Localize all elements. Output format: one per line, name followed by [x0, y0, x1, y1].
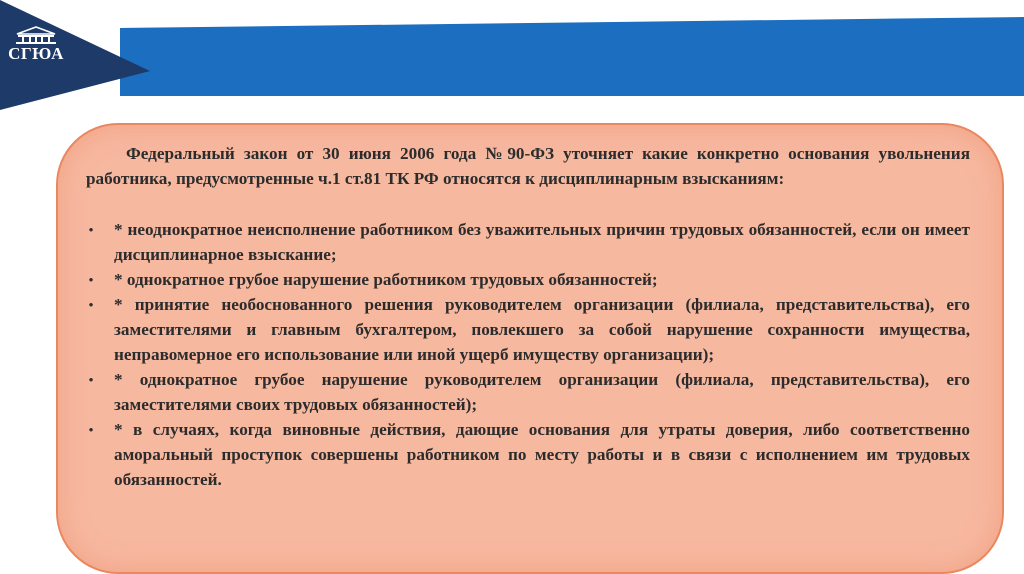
bullet-icon: • — [88, 272, 94, 287]
intro-paragraph: Федеральный закон от 30 июня 2006 года №90-ФЗ уточняет какие конкретно основания увольнения работника, предусмотренные ч.1 ст.81 ТК РФ относятся к дисциплинарным взысканиям: — [86, 144, 970, 188]
bullet-icon: • — [88, 297, 94, 312]
logo — [6, 26, 66, 72]
bullet-list — [86, 217, 970, 492]
bullet-icon: • — [88, 222, 94, 237]
list-item — [86, 292, 970, 367]
header-band — [0, 0, 1024, 110]
logo-text: СГЮА — [8, 44, 64, 63]
bullet-icon: • — [88, 372, 94, 387]
list-item-text: * однократное грубое нарушение работником трудовых обязанностей; — [114, 270, 658, 289]
list-item-text: * однократное грубое нарушение руководителем организации (филиала, представительства), его заместителями своих трудовых обязанностей); — [114, 370, 970, 414]
list-item — [86, 267, 970, 292]
bullet-icon: • — [88, 422, 94, 437]
content-text — [86, 141, 970, 492]
list-item — [86, 367, 970, 417]
list-item — [86, 417, 970, 492]
list-item-text: * неоднократное неисполнение работником без уважительных причин трудовых обязанностей, если он имеет дисциплинарное взыскание; — [114, 220, 970, 264]
list-item-text: * принятие необоснованного решения руководителем организации (филиала, представительства), его заместителями и главным бухгалтером, повлекшего за собой нарушение сохранности имущества, неправомерное его использование или иной ущерб имуществу организации); — [114, 295, 970, 364]
list-item-text: * в случаях, когда виновные действия, дающие основания для утраты доверия, либо соответственно аморальный проступок совершены работником по месту работы и в связи с исполнением им трудовых обязанностей. — [114, 420, 970, 489]
building-icon — [13, 26, 59, 44]
header-blue-stripe — [120, 17, 1024, 96]
list-item — [86, 217, 970, 267]
